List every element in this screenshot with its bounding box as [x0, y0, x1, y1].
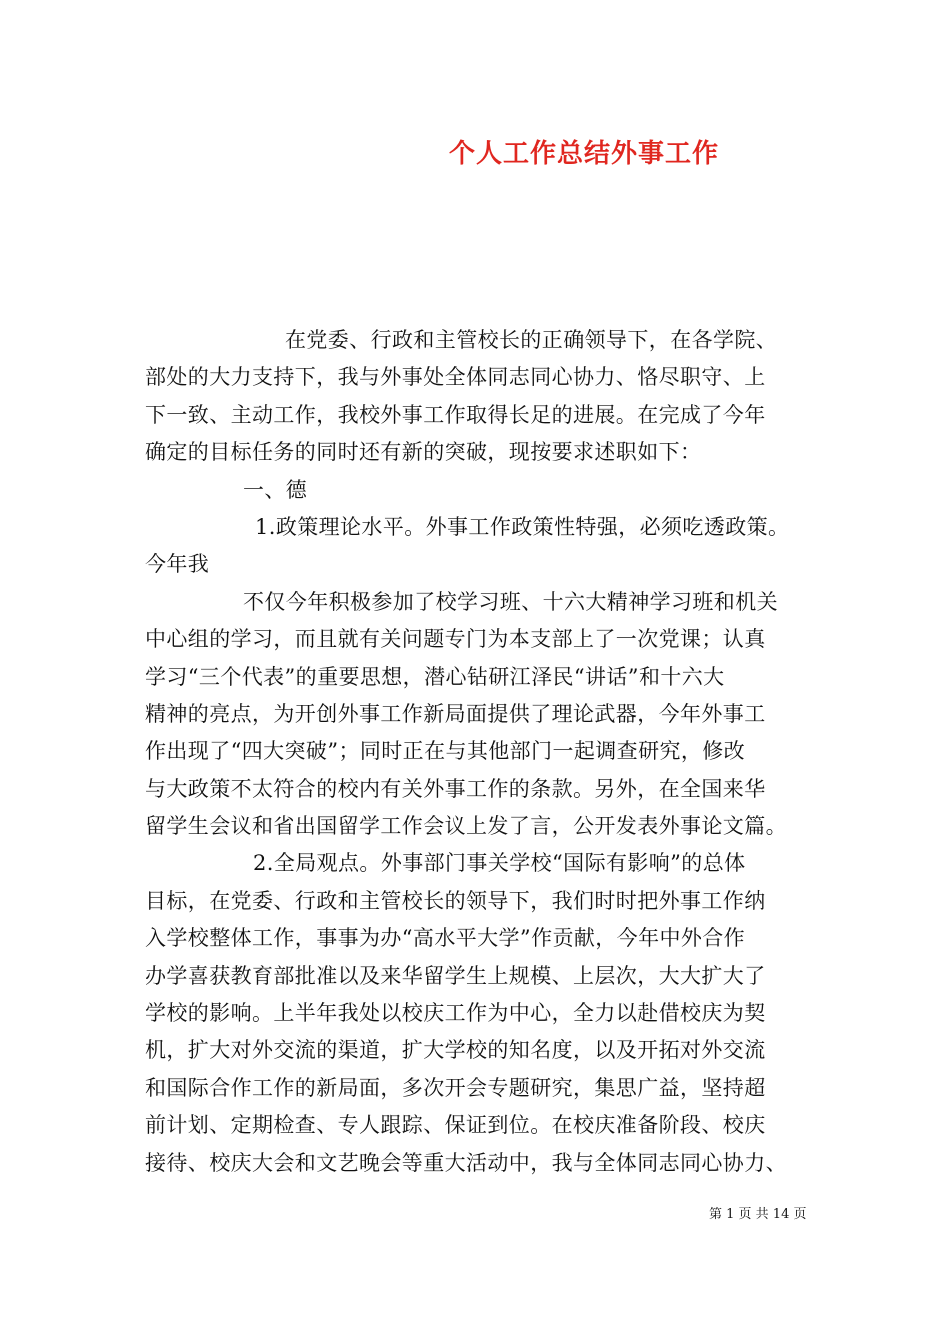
body-line: 机，扩大对外交流的渠道，扩大学校的知名度，以及开拓对外交流: [145, 1038, 766, 1063]
body-line: 和国际合作工作的新局面，多次开会专题研究，集思广益，坚持超: [145, 1075, 766, 1100]
body-line: 留学生会议和省出国留学工作会议上发了言，公开发表外事论文篇。: [145, 814, 787, 839]
body-line: 部处的大力支持下，我与外事处全体同志同心协力、恪尽职守、上: [145, 365, 766, 390]
body-line: 学习“三个代表”的重要思想，潜心钻研江泽民“讲话”和十六大: [145, 664, 725, 689]
body-line: 一、德: [243, 477, 308, 502]
body-line: 目标，在党委、行政和主管校长的领导下，我们时时把外事工作纳: [145, 888, 766, 913]
body-line: 1.政策理论水平。外事工作政策性特强，必须吃透政策。: [255, 514, 790, 539]
body-line: 学校的影响。上半年我处以校庆工作为中心，全力以赴借校庆为契: [145, 1001, 766, 1026]
body-line: 作出现了“四大突破”；同时正在与其他部门一起调查研究，修改: [145, 739, 746, 764]
body-line: 精神的亮点，为开创外事工作新局面提供了理论武器，今年外事工: [145, 701, 766, 726]
body-line: 办学喜获教育部批准以及来华留学生上规模、上层次，大大扩大了: [145, 963, 766, 988]
page-footer: 第 1 页 共 14 页: [709, 1207, 807, 1222]
body-line: 确定的目标任务的同时还有新的突破，现按要求述职如下：: [145, 440, 702, 465]
body-line: 中心组的学习，而且就有关问题专门为本支部上了一次党课；认真: [145, 627, 766, 652]
body-line: 2.全局观点。外事部门事关学校“国际有影响”的总体: [253, 851, 746, 876]
body-line: 与大政策不太符合的校内有关外事工作的条款。另外，在全国来华: [145, 776, 766, 801]
body-line: 在党委、行政和主管校长的正确领导下，在各学院、: [285, 328, 778, 352]
body-line: 接待、校庆大会和文艺晚会等重大活动中，我与全体同志同心协力、: [145, 1150, 787, 1175]
document-title: 个人工作总结外事工作: [449, 139, 720, 169]
body-line: 不仅今年积极参加了校学习班、十六大精神学习班和机关: [243, 589, 778, 614]
document-body: [145, 322, 825, 1182]
body-line: 入学校整体工作，事事为办“高水平大学”作贡献，今年中外合作: [145, 926, 746, 951]
body-line: 前计划、定期检查、专人跟踪、保证到位。在校庆准备阶段、校庆: [145, 1113, 766, 1138]
body-line: 下一致、主动工作，我校外事工作取得长足的进展。在完成了今年: [145, 402, 766, 427]
body-line: 今年我: [145, 552, 210, 577]
